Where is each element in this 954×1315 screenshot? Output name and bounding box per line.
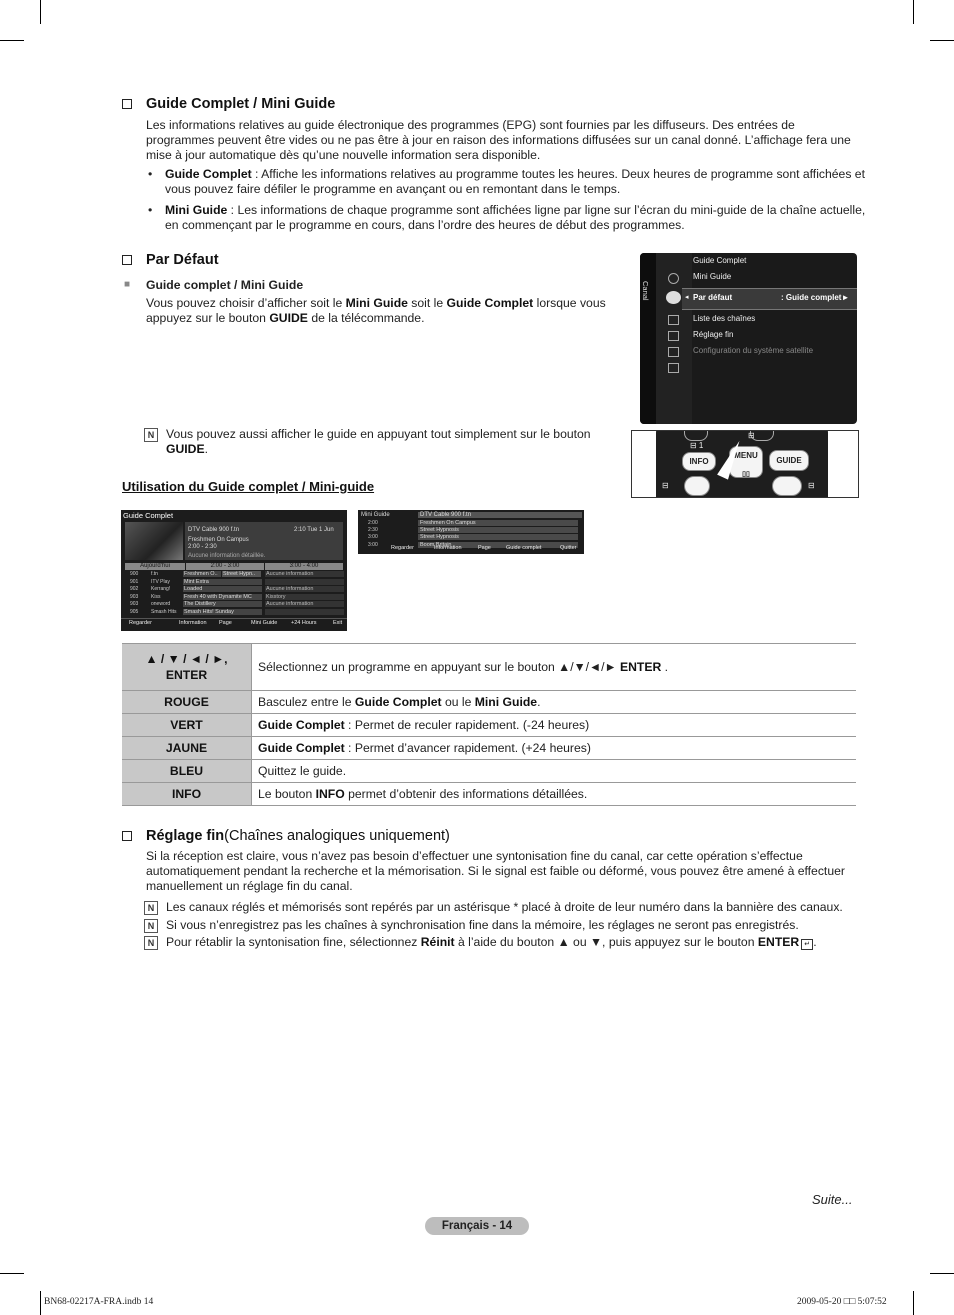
- guide-row-number: 903: [130, 593, 139, 600]
- guide-row-program: [265, 609, 344, 615]
- table-description: Guide Complet : Permet d’avancer rapidement. (+24 heures): [252, 737, 857, 760]
- table-key: ROUGE: [122, 691, 252, 714]
- guide-row-program: Freshmen O..: [183, 571, 221, 577]
- support-icon: [668, 363, 679, 373]
- table-description: Guide Complet : Permet de reculer rapidement. (-24 heures): [252, 714, 857, 737]
- full-guide-no-info: Aucune information détaillée.: [188, 553, 266, 559]
- usage-title: Utilisation du Guide complet / Mini-guide: [122, 479, 375, 494]
- table-key: INFO: [122, 783, 252, 806]
- footer-date: 2009-05-20 □□ 5:07:52: [797, 1297, 887, 1307]
- section-guide-title: Guide Complet / Mini Guide: [122, 96, 335, 112]
- suite-label: Suite...: [812, 1192, 853, 1207]
- full-guide-time: 2:10 Tue 1 Jun: [294, 527, 334, 533]
- picture-icon: [668, 273, 679, 284]
- table-key: JAUNE: [122, 737, 252, 760]
- guide-row-program: Aucune information: [265, 601, 344, 607]
- full-guide-program: Freshmen On Campus: [188, 537, 249, 543]
- guide-footer-item: +24 Hours: [291, 620, 317, 626]
- guide-row-program: [265, 579, 344, 585]
- table-row: [122, 644, 856, 691]
- table-key: VERT: [122, 714, 252, 737]
- mini-row-program: Freshmen On Campus: [418, 520, 578, 526]
- guide-footer-item: Exit: [333, 620, 343, 626]
- guide-row-program: Aucune information: [265, 571, 344, 577]
- guide-row-number: 903: [130, 601, 139, 608]
- crop-mark: [930, 1273, 954, 1274]
- guide-row-program: Loaded: [183, 586, 262, 592]
- default-note: N Vous pouvez aussi afficher le guide en appuyant tout simplement sur le bouton GUIDE.: [144, 427, 614, 457]
- menu-side: [640, 253, 656, 424]
- default-subtitle: Guide complet / Mini Guide: [146, 278, 304, 292]
- remote-round-button[interactable]: [684, 476, 710, 496]
- guide-row-program: Kisstory: [265, 594, 344, 600]
- mini-row-program: Street Hypnosis: [418, 534, 578, 540]
- mini-footer-item: Quitter: [560, 545, 577, 551]
- mini-footer-item: Regarder: [391, 545, 414, 551]
- guide-row-number: 900: [130, 571, 139, 577]
- guide-footer-item: Information: [179, 620, 207, 626]
- app-icon: [668, 347, 679, 357]
- guide-row-channel: Smash Hits: [151, 609, 177, 615]
- remote-info-button[interactable]: INFO: [682, 452, 716, 471]
- finetune-note-3: N Pour rétablir la syntonisation fine, sélectionnez Réinit à l’aide du bouton ▲ ou ▼, puis appuyez sur le bouton ENTER ↵ .: [144, 935, 858, 950]
- crop-mark: [913, 1291, 914, 1315]
- menu-item-config-satellite[interactable]: Configuration du système satellite: [693, 346, 814, 355]
- guide-row-channel: oneword: [151, 601, 171, 608]
- mini-row-time: 2:30: [368, 527, 378, 534]
- finetune-note-1: N Les canaux réglés et mémorisés sont repérés par un astérisque * placé à droite de leur numéro dans la bannière des canaux.: [144, 900, 858, 915]
- guide-intro: Les informations relatives au guide électronique des programmes (EPG) sont fournies par les diffuseurs. Des entrées de programmes peuvent être vides ou ne pas être à jour en raison des informations diffusées sur un canal donné. L’affichage fera une mise à jour automatique dès qu’une nouvelle information sera disponible.: [146, 118, 851, 162]
- slot2-header: 3:00 - 4:00: [265, 563, 343, 570]
- menu-item-mini-guide[interactable]: Mini Guide: [693, 272, 732, 281]
- guide-row-channel: ITV Play: [151, 578, 170, 585]
- full-guide-title: Guide Complet: [123, 511, 174, 520]
- remote-small-label: ⊟ 1: [690, 441, 704, 450]
- table-description: Le bouton INFO permet d’obtenir des informations détaillées.: [252, 783, 857, 806]
- note-icon: N: [144, 919, 158, 933]
- crop-mark: [913, 0, 914, 24]
- section-default-title: Par Défaut: [122, 252, 219, 268]
- square-bullet-icon: ■: [124, 279, 131, 290]
- guide-row-program: Mint Extra: [183, 579, 262, 585]
- remote-screenshot: [631, 430, 859, 498]
- remote-top-button: [684, 430, 708, 441]
- guide-row-program: Street Hypn..: [222, 571, 261, 577]
- setup-icon: [668, 315, 679, 325]
- guide-row-program: Fresh 40 with Dynamite MC: [183, 594, 262, 600]
- slot1-header: 2:00 - 3:00: [186, 563, 264, 570]
- mini-row-time: 2:00: [368, 520, 378, 526]
- guide-row-program: Smash Hits! Sunday: [183, 609, 262, 615]
- remote-small-label: ⊟: [808, 481, 815, 490]
- crop-mark: [0, 1273, 24, 1274]
- menu-item-par-defaut[interactable]: Par défaut: [693, 293, 733, 302]
- note-icon: N: [144, 428, 158, 442]
- full-guide-screenshot: [121, 510, 347, 631]
- table-description: Basculez entre le Guide Complet ou le Mini Guide.: [252, 691, 857, 714]
- guide-row-program: The Distillery: [183, 601, 262, 607]
- table-key: ▲ / ▼ / ◄ / ►, ENTER: [122, 644, 252, 691]
- remote-small-label: ⊟: [662, 481, 669, 490]
- guide-row-channel: Kiss: [151, 593, 161, 600]
- note-icon: N: [144, 901, 158, 915]
- table-row: [122, 691, 856, 714]
- crop-mark: [0, 40, 24, 41]
- guide-row-channel: f.tn: [151, 571, 158, 577]
- menu-side-label: Canal: [641, 281, 650, 301]
- guide-row-number: 905: [130, 609, 139, 615]
- input-icon: [668, 331, 679, 341]
- note-icon: N: [144, 936, 158, 950]
- crop-mark: [40, 0, 41, 24]
- full-guide-channel: DTV Cable 900 f.tn: [188, 527, 240, 533]
- guide-button-table: [122, 643, 856, 806]
- mini-footer-item: Information: [434, 545, 462, 551]
- table-description: Sélectionnez un programme en appuyant sur le bouton ▲/▼/◄/► ENTER .: [252, 644, 857, 691]
- finetune-note-2: N Si vous n’enregistrez pas les chaînes à synchronisation fine dans la mémoire, les réglages ne seront pas enregistrés.: [144, 918, 858, 933]
- mini-footer-item: Guide complet: [506, 545, 542, 551]
- bullet-guide-complet: • Guide Complet : Affiche les informations relatives au programme toutes les heures. Deux heures de programme sont affichées et vous pouvez faire défiler le programme en avançant ou en remontant dans le temps.: [148, 167, 865, 196]
- menu-item-guide-complet[interactable]: Guide Complet: [693, 256, 747, 265]
- default-paragraph: Vous pouvez choisir d’afficher soit le Mini Guide soit le Guide Complet lorsque vous appuyez sur le bouton GUIDE de la télécommande.: [146, 296, 606, 325]
- menu-icon-column: [656, 253, 692, 424]
- remote-small-label: ⊟: [748, 431, 755, 440]
- remote-menu-button[interactable]: MENU ▯▯: [729, 446, 763, 478]
- mini-guide-screenshot: [358, 510, 584, 554]
- mini-footer-item: Page: [478, 545, 491, 551]
- guide-row-number: 902: [130, 586, 139, 593]
- guide-footer-item: Page: [219, 620, 232, 626]
- section-finetune-title: Réglage fin (Chaînes analogiques uniquement): [122, 828, 450, 844]
- table-row: [122, 760, 856, 783]
- checkbox-icon: [122, 831, 132, 841]
- mini-row-program: Boom Britain: [418, 542, 578, 548]
- left-arrow-icon: ◂: [685, 294, 689, 301]
- table-row: [122, 714, 856, 737]
- footer-file: BN68-02217A-FRA.indb 14: [44, 1297, 154, 1307]
- today-header: Aujourd'hui: [125, 563, 185, 570]
- menu-item-liste-chaines[interactable]: Liste des chaînes: [693, 314, 756, 323]
- channel-menu-screenshot: [640, 253, 857, 424]
- remote-round-button[interactable]: [772, 476, 802, 496]
- table-row: [122, 737, 856, 760]
- guide-row-program: Aucune information: [265, 586, 344, 592]
- bullet-mini-guide: • Mini Guide : Les informations de chaque programme sont affichées ligne par ligne sur l’écran du mini-guide de la chaîne actuelle, en commençant par le programme en cours, dans l’ordre des heures de début des programmes.: [148, 203, 866, 232]
- mini-row-time: 3:00: [368, 541, 378, 548]
- channel-icon: [666, 291, 681, 304]
- right-arrow-icon: ►: [841, 293, 850, 302]
- checkbox-icon: [122, 99, 132, 109]
- remote-guide-button[interactable]: GUIDE: [769, 450, 809, 471]
- guide-row-channel: Kerrang!: [151, 586, 171, 593]
- table-description: Quittez le guide.: [252, 760, 857, 783]
- mini-row-time: 3:00: [368, 534, 378, 541]
- mini-guide-title: Mini Guide: [361, 512, 390, 518]
- mini-guide-channel: DTV Cable 900 f.tn: [418, 512, 582, 518]
- finetune-paragraph: Si la réception est claire, vous n’avez pas besoin d’effectuer une syntonisation fine du canal, car cette opération s’effectue automatiquement pendant la recherche et la mémorisation. Si le signal est faible ou déformé, vous pouvez être amené à effectuer manuellement un réglage fin du canal.: [146, 849, 845, 893]
- page-number-badge: Français - 14: [425, 1217, 529, 1235]
- menu-item-reglage-fin[interactable]: Réglage fin: [693, 330, 734, 339]
- crop-mark: [40, 1291, 41, 1315]
- crop-mark: [930, 40, 954, 41]
- mini-row-program: Street Hypnosis: [418, 527, 578, 533]
- guide-row-number: 901: [130, 578, 139, 585]
- table-key: BLEU: [122, 760, 252, 783]
- full-guide-prog-time: 2:00 - 2:30: [188, 544, 217, 550]
- table-row: [122, 783, 856, 806]
- guide-footer-item: Regarder: [129, 620, 152, 626]
- menu-selected-value: : Guide complet►: [781, 293, 850, 302]
- checkbox-icon: [122, 255, 132, 265]
- enter-icon: ↵: [801, 939, 813, 950]
- guide-footer-item: Mini Guide: [251, 620, 278, 626]
- preview-thumbnail: [125, 522, 183, 560]
